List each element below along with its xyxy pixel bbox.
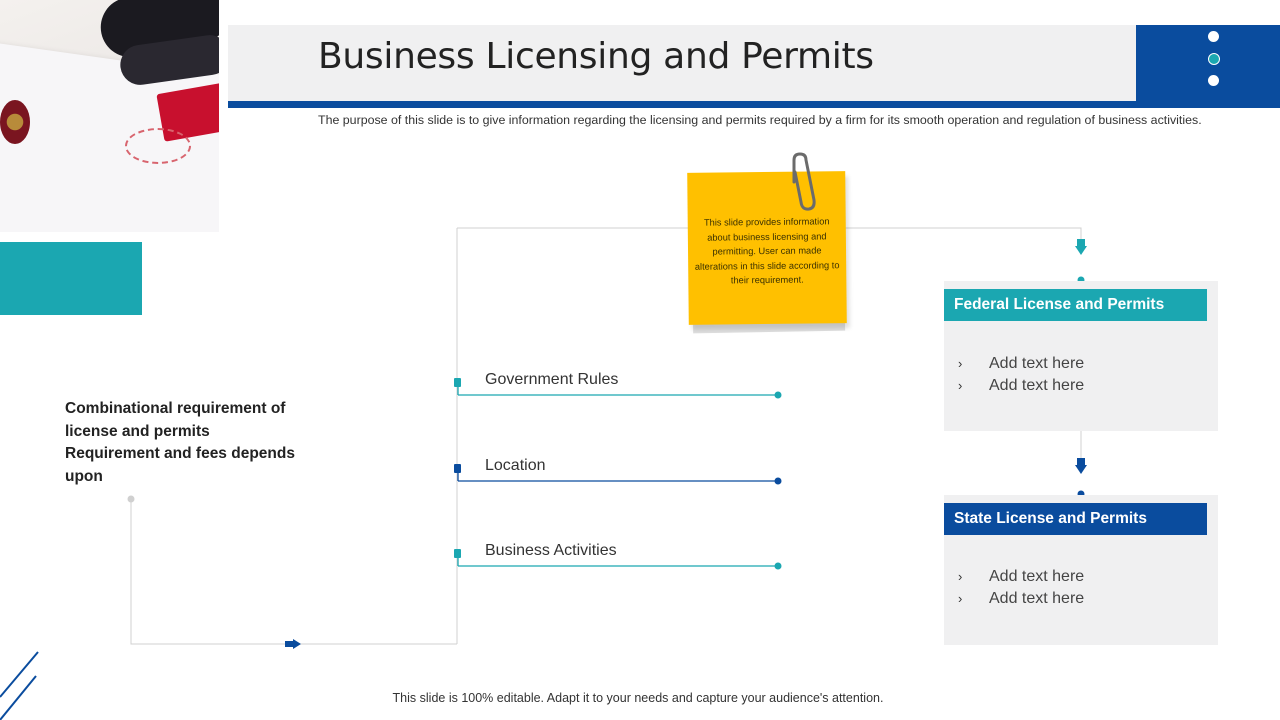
list-item: › Add text here [958,568,1085,585]
factor-label-government: Government Rules [485,371,619,388]
note-text: This slide provides information about business licensing and permitting. User can made alterations in this slide according to their requirement. [694,216,840,286]
state-panel-heading: State License and Permits [944,503,1207,535]
arrow-right-icon [285,639,301,649]
list-item: › Add text here [958,590,1085,607]
federal-panel-heading: Federal License and Permits [944,289,1207,321]
chevron-right-icon: › [958,591,963,606]
sticky-note [687,171,847,325]
requirement-statement: Combinational requirement of license and permits Requirement and fees depends upon [65,400,295,485]
chevron-right-icon: › [958,378,963,393]
arrow-down-icon [1075,239,1087,255]
factor-label-location: Location [485,457,546,474]
federal-panel [944,281,1218,431]
statement-connector [131,499,457,644]
chevron-right-icon: › [958,569,963,584]
arrow-down-icon [1075,458,1087,474]
list-item: › Add text here [958,377,1085,394]
chevron-right-icon: › [958,356,963,371]
page-title: Business Licensing and Permits [318,36,874,77]
list-item: › Add text here [958,355,1085,372]
factor-label-activities: Business Activities [485,542,617,559]
intro-text: The purpose of this slide is to give information regarding the licensing and permits required by a firm for its smooth operation and regulation of business activities. [318,113,1202,127]
state-panel [944,495,1218,645]
paperclip-icon [784,152,820,212]
footer-note: This slide is 100% editable. Adapt it to your needs and capture your audience's attention. [392,691,884,705]
